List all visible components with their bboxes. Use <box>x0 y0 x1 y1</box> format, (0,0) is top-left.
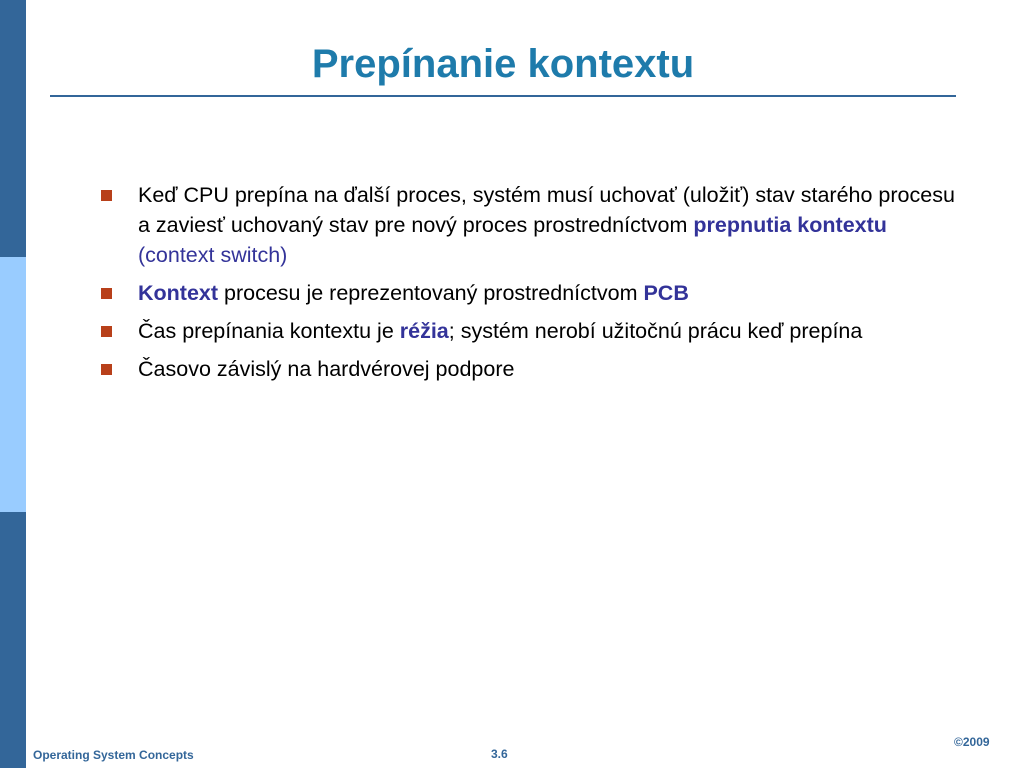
bullet-text: procesu je reprezentovaný prostredníctvom <box>218 281 644 305</box>
bullet-item-context-switch <box>100 180 960 270</box>
bullet-text: Časovo závislý na hardvérovej podpore <box>138 357 515 381</box>
square-bullet-icon <box>101 364 112 375</box>
keyword-highlight: PCB <box>643 281 689 305</box>
keyword-highlight: prepnutia kontextu <box>693 213 887 237</box>
bullet-item-overhead <box>100 316 960 346</box>
bullet-text: Čas prepínania kontextu je <box>138 319 400 343</box>
footer-copyright: ©2009 <box>954 735 990 749</box>
keyword-highlight: Kontext <box>138 281 219 305</box>
footer-book-title: Operating System Concepts <box>33 748 194 762</box>
bullet-item-hardware <box>100 354 960 384</box>
bullet-item-context-pcb <box>100 278 960 308</box>
slide-title: Prepínanie kontextu <box>311 42 695 86</box>
sidebar-dark-top <box>0 0 26 257</box>
square-bullet-icon <box>101 190 112 201</box>
keyword-note: (context switch) <box>138 243 288 267</box>
bullet-text: ; systém nerobí užitočnú prácu keď prepína <box>448 319 863 343</box>
footer-slide-number: 3.6 <box>491 747 508 761</box>
sidebar-light-middle <box>0 257 26 512</box>
keyword-highlight: réžia <box>399 319 449 343</box>
bullet-list <box>100 180 960 392</box>
sidebar-dark-bottom <box>0 512 26 768</box>
title-divider <box>50 95 956 97</box>
square-bullet-icon <box>101 326 112 337</box>
bullet-text: Keď CPU prepína na ďalší proces, systém musí uchovať (uložiť) stav starého procesu a zaviesť uchovaný stav pre nový proces prostredníctvom <box>138 183 955 237</box>
square-bullet-icon <box>101 288 112 299</box>
